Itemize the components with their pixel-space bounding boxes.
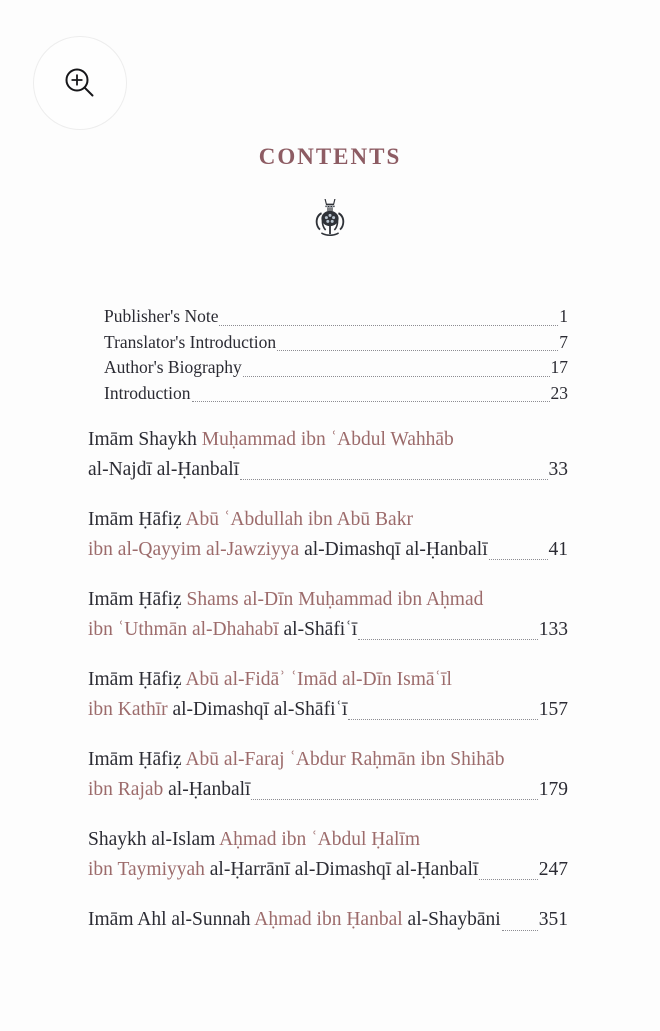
toc-entry-title: Publisher's Note (104, 306, 219, 326)
entry-text-run: Abū ʿAbdullah ibn Abū Bakr (185, 509, 413, 530)
toc-entry[interactable] (88, 745, 568, 804)
page-number: 7 (559, 331, 568, 352)
magnifier-plus-icon (60, 63, 100, 103)
entry-text-run: ibn Rajab (88, 778, 169, 800)
toc-entry-line (88, 665, 568, 695)
toc-entry-line (88, 855, 568, 885)
toc-entry-line (88, 455, 568, 485)
toc-entry-title (88, 535, 488, 565)
toc-entry-title: Translator's Introduction (104, 331, 277, 352)
entry-text-run: Shaykh al-Islam (88, 829, 220, 850)
toc-entry-line (88, 775, 568, 805)
page-number: 133 (538, 618, 568, 640)
entry-text-run: al-Shāfiʿī (283, 618, 358, 640)
leader-dots (489, 559, 548, 560)
page-number: 179 (538, 778, 568, 800)
entry-text-run: Imām Ḥāfiẓ (88, 749, 186, 770)
entry-text-run: Imām Ḥāfiẓ (88, 589, 187, 610)
page-number: 157 (538, 698, 568, 720)
toc-entry-line (88, 535, 568, 565)
leader-dots (192, 401, 550, 402)
entry-text-run: ibn Kathīr (88, 698, 173, 720)
toc-entry-title (88, 695, 347, 725)
toc-entry[interactable] (88, 905, 568, 935)
entry-text-run: al-Ḥanbalī (168, 778, 251, 800)
toc-entry-line (88, 585, 568, 615)
toc-entry-line (88, 505, 568, 535)
entry-text-run: ibn Taymiyyah (88, 858, 210, 880)
toc-entry-title (88, 455, 239, 485)
entry-text-run: Aḥmad ibn ʿAbdul Ḥalīm (219, 829, 421, 850)
page-number: 351 (538, 909, 568, 930)
page-number: 33 (548, 458, 568, 480)
toc-entry[interactable] (104, 304, 568, 330)
page-number: 17 (550, 357, 568, 377)
leader-dots (479, 879, 537, 880)
toc-entry-line (88, 425, 568, 455)
page-number: 41 (548, 538, 568, 560)
leader-dots (277, 350, 558, 351)
toc-entry-line (88, 615, 568, 645)
leader-dots (240, 479, 547, 480)
toc-entry[interactable] (104, 381, 568, 407)
page-title: contents (258, 136, 402, 173)
entry-text-run: al-Dimashqī al-Ḥanbalī (304, 538, 488, 560)
toc-entry[interactable] (88, 585, 568, 644)
entry-text-run: al-Dimashqī al-Shāfiʿī (172, 698, 348, 720)
chapter-list (0, 425, 660, 935)
entry-text-run: al-Najdī al-Ḥanbalī (88, 458, 240, 480)
toc-entry[interactable] (88, 505, 568, 564)
entry-text-run: Imām Shaykh (88, 429, 202, 450)
front-matter-list (0, 304, 660, 406)
leader-dots (502, 930, 538, 931)
entry-text-run: Abū al-Faraj ʿAbdur Raḥmān ibn Shihāb (185, 749, 505, 770)
toc-entry[interactable] (88, 425, 568, 484)
toc-entry-title: Introduction (104, 382, 191, 403)
entry-text-run: ibn al-Qayyim al-Jawziyya (88, 538, 305, 560)
toc-entry-title (88, 905, 501, 935)
leader-dots (251, 799, 537, 800)
leader-dots (219, 325, 558, 326)
toc-entry[interactable] (88, 665, 568, 724)
entry-text-run: Muḥammad ibn ʿAbdul Wahhāb (201, 429, 454, 450)
entry-text-run: Shams al-Dīn Muḥammad ibn Aḥmad (186, 589, 484, 610)
leader-dots (358, 639, 538, 640)
leader-dots (243, 376, 550, 377)
toc-entry-title (88, 615, 357, 645)
toc-entry[interactable] (104, 355, 568, 381)
thistle-ornament (0, 196, 660, 240)
page-number: 247 (538, 858, 568, 880)
toc-entry[interactable] (104, 330, 568, 356)
toc-entry-line (88, 745, 568, 775)
entry-text-run: al-Ḥarrānī al-Dimashqī al-Ḥanbalī (209, 858, 479, 880)
toc-entry-line (88, 905, 568, 935)
page-number: 23 (550, 382, 568, 403)
leader-dots (348, 719, 537, 720)
entry-text-run: ibn ʿUthmān al-Dhahabī (88, 618, 284, 640)
zoom-in-button[interactable] (33, 36, 127, 130)
toc-entry-title: Author's Biography (104, 357, 242, 377)
entry-text-run: Imām Ḥāfiẓ (88, 669, 186, 690)
entry-text-run: al-Shaybāni (407, 909, 501, 930)
toc-entry-title (88, 855, 478, 885)
toc-entry-line (88, 825, 568, 855)
entry-text-run: Imām Ḥāfiẓ (88, 509, 186, 530)
table-of-contents (0, 304, 660, 935)
entry-text-run: Aḥmad ibn Ḥanbal (254, 909, 408, 930)
entry-text-run: Abū al-Fidāʾ ʿImād al-Dīn Ismāʿīl (185, 669, 452, 690)
page-number: 1 (559, 306, 568, 326)
entry-text-run: Imām Ahl al-Sunnah (88, 909, 255, 930)
toc-entry-title (88, 775, 250, 805)
toc-entry-line (88, 695, 568, 725)
toc-entry[interactable] (88, 825, 568, 884)
